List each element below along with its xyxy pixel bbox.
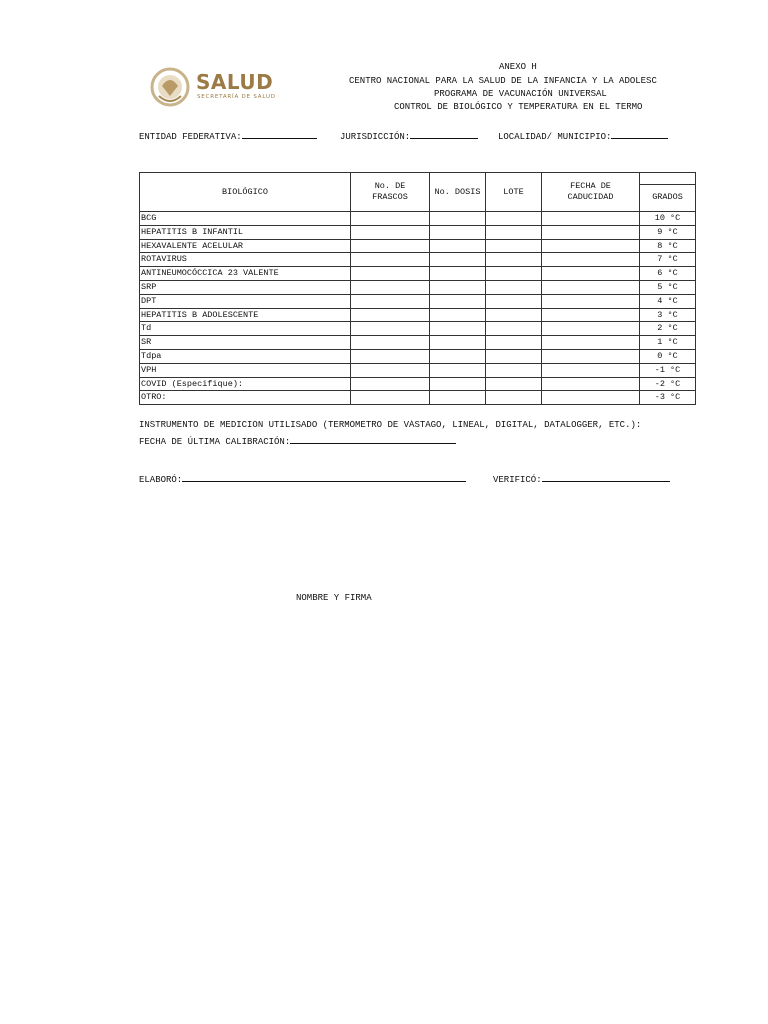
row-frascos-cell[interactable] (351, 322, 430, 336)
row-grado: -3 °C (640, 391, 696, 405)
row-fecha-cell[interactable] (542, 322, 640, 336)
row-biologico: ROTAVIRUS (140, 253, 351, 267)
row-biologico: VPH (140, 363, 351, 377)
row-biologico: ANTINEUMOCÓCCICA 23 VALENTE (140, 267, 351, 281)
entidad-blank[interactable] (242, 129, 317, 139)
row-dosis-cell[interactable] (430, 322, 486, 336)
row-lote-cell[interactable] (486, 336, 542, 350)
calibration-field[interactable] (139, 434, 456, 447)
row-grado: 4 °C (640, 294, 696, 308)
row-dosis-cell[interactable] (430, 363, 486, 377)
row-dosis-cell[interactable] (430, 212, 486, 226)
table-row (140, 336, 696, 350)
row-frascos-cell[interactable] (351, 377, 430, 391)
table-row (140, 377, 696, 391)
entidad-label: ENTIDAD FEDERATIVA: (139, 132, 242, 142)
row-fecha-cell[interactable] (542, 280, 640, 294)
table-row (140, 253, 696, 267)
row-lote-cell[interactable] (486, 280, 542, 294)
annex-label: ANEXO H (499, 62, 537, 72)
localidad-blank[interactable] (611, 129, 668, 139)
header-fecha: FECHA DE CADUCIDAD (542, 173, 640, 212)
localidad-field[interactable] (498, 129, 668, 142)
table-row (140, 391, 696, 405)
eagle-emblem-icon (149, 66, 193, 108)
jurisdiccion-label: JURISDICCIÓN: (340, 132, 411, 142)
row-fecha-cell[interactable] (542, 391, 640, 405)
row-biologico: SR (140, 336, 351, 350)
row-dosis-cell[interactable] (430, 239, 486, 253)
row-grado: 3 °C (640, 308, 696, 322)
instrument-line: INSTRUMENTO DE MEDICIÓN UTILISADO (TERMÓMETRO DE VÁSTAGO, LINEAL, DIGITAL, DATALOGGER, ETC.): (139, 420, 642, 430)
row-frascos-cell[interactable] (351, 363, 430, 377)
entidad-field[interactable] (139, 129, 317, 142)
row-dosis-cell[interactable] (430, 280, 486, 294)
row-grado: 9 °C (640, 225, 696, 239)
jurisdiccion-field[interactable] (340, 129, 478, 142)
row-grado: 0 °C (640, 349, 696, 363)
row-dosis-cell[interactable] (430, 267, 486, 281)
logo-subtitle: SECRETARÍA DE SALUD (197, 94, 276, 100)
nombre-firma-label: NOMBRE Y FIRMA (296, 593, 372, 603)
row-grado: -1 °C (640, 363, 696, 377)
verifico-label: VERIFICÓ: (493, 475, 542, 485)
table-row (140, 308, 696, 322)
row-biologico: COVID (Especifique): (140, 377, 351, 391)
row-biologico: DPT (140, 294, 351, 308)
row-fecha-cell[interactable] (542, 349, 640, 363)
row-frascos-cell[interactable] (351, 349, 430, 363)
row-grado: 2 °C (640, 322, 696, 336)
row-lote-cell[interactable] (486, 391, 542, 405)
row-lote-cell[interactable] (486, 322, 542, 336)
row-lote-cell[interactable] (486, 267, 542, 281)
row-lote-cell[interactable] (486, 349, 542, 363)
row-fecha-cell[interactable] (542, 377, 640, 391)
row-dosis-cell[interactable] (430, 253, 486, 267)
row-frascos-cell[interactable] (351, 391, 430, 405)
row-lote-cell[interactable] (486, 363, 542, 377)
row-fecha-cell[interactable] (542, 253, 640, 267)
row-dosis-cell[interactable] (430, 225, 486, 239)
table-row (140, 294, 696, 308)
table-row (140, 225, 696, 239)
row-dosis-cell[interactable] (430, 336, 486, 350)
row-frascos-cell[interactable] (351, 336, 430, 350)
verifico-blank[interactable] (542, 472, 670, 482)
jurisdiccion-blank[interactable] (410, 129, 478, 139)
elaboro-label: ELABORÓ: (139, 475, 183, 485)
row-dosis-cell[interactable] (430, 308, 486, 322)
row-fecha-cell[interactable] (542, 308, 640, 322)
row-fecha-cell[interactable] (542, 336, 640, 350)
header-grados-top (640, 173, 696, 185)
row-frascos-cell[interactable] (351, 253, 430, 267)
row-fecha-cell[interactable] (542, 363, 640, 377)
table-row (140, 212, 696, 226)
row-lote-cell[interactable] (486, 294, 542, 308)
row-frascos-cell[interactable] (351, 212, 430, 226)
row-lote-cell[interactable] (486, 308, 542, 322)
row-lote-cell[interactable] (486, 212, 542, 226)
row-frascos-cell[interactable] (351, 294, 430, 308)
row-grado: 7 °C (640, 253, 696, 267)
row-dosis-cell[interactable] (430, 377, 486, 391)
row-fecha-cell[interactable] (542, 239, 640, 253)
row-fecha-cell[interactable] (542, 294, 640, 308)
row-biologico: SRP (140, 280, 351, 294)
header-dosis: No. DOSIS (430, 173, 486, 212)
header-biologico: BIOLÓGICO (140, 173, 351, 212)
row-dosis-cell[interactable] (430, 349, 486, 363)
row-lote-cell[interactable] (486, 377, 542, 391)
row-fecha-cell[interactable] (542, 225, 640, 239)
row-grado: 1 °C (640, 336, 696, 350)
row-lote-cell[interactable] (486, 225, 542, 239)
program-title: PROGRAMA DE VACUNACIÓN UNIVERSAL (434, 89, 607, 99)
row-dosis-cell[interactable] (430, 391, 486, 405)
row-frascos-cell[interactable] (351, 267, 430, 281)
row-frascos-cell[interactable] (351, 308, 430, 322)
header-frascos: No. DE FRASCOS (351, 173, 430, 212)
calibration-blank[interactable] (290, 434, 456, 444)
row-grado: 8 °C (640, 239, 696, 253)
control-title: CONTROL DE BIOLÓGICO Y TEMPERATURA EN EL TERMO (394, 102, 643, 112)
row-biologico: HEPATITIS B INFANTIL (140, 225, 351, 239)
row-frascos-cell[interactable] (351, 280, 430, 294)
logo-title: SALUD (196, 70, 274, 94)
header-grados: GRADOS (640, 184, 696, 211)
row-dosis-cell[interactable] (430, 294, 486, 308)
row-frascos-cell[interactable] (351, 225, 430, 239)
row-biologico: Tdpa (140, 349, 351, 363)
row-fecha-cell[interactable] (542, 267, 640, 281)
row-biologico: BCG (140, 212, 351, 226)
calibration-label: FECHA DE ÚLTIMA CALIBRACIÓN: (139, 437, 291, 447)
table-row (140, 349, 696, 363)
row-biologico: OTRO: (140, 391, 351, 405)
table-row (140, 267, 696, 281)
row-grado: -2 °C (640, 377, 696, 391)
row-lote-cell[interactable] (486, 253, 542, 267)
biologico-table (139, 172, 696, 405)
localidad-label: LOCALIDAD/ MUNICIPIO: (498, 132, 612, 142)
row-biologico: HEXAVALENTE ACELULAR (140, 239, 351, 253)
elaboro-field[interactable] (139, 472, 466, 485)
header-lote: LOTE (486, 173, 542, 212)
row-biologico: HEPATITIS B ADOLESCENTE (140, 308, 351, 322)
table-row (140, 280, 696, 294)
row-fecha-cell[interactable] (542, 212, 640, 226)
elaboro-blank[interactable] (182, 472, 466, 482)
table-row (140, 322, 696, 336)
center-title: CENTRO NACIONAL PARA LA SALUD DE LA INFANCIA Y LA ADOLESC (349, 76, 657, 86)
row-grado: 10 °C (640, 212, 696, 226)
row-biologico: Td (140, 322, 351, 336)
table-row (140, 363, 696, 377)
row-grado: 6 °C (640, 267, 696, 281)
row-frascos-cell[interactable] (351, 239, 430, 253)
row-grado: 5 °C (640, 280, 696, 294)
verifico-field[interactable] (493, 472, 670, 485)
row-lote-cell[interactable] (486, 239, 542, 253)
table-row (140, 239, 696, 253)
